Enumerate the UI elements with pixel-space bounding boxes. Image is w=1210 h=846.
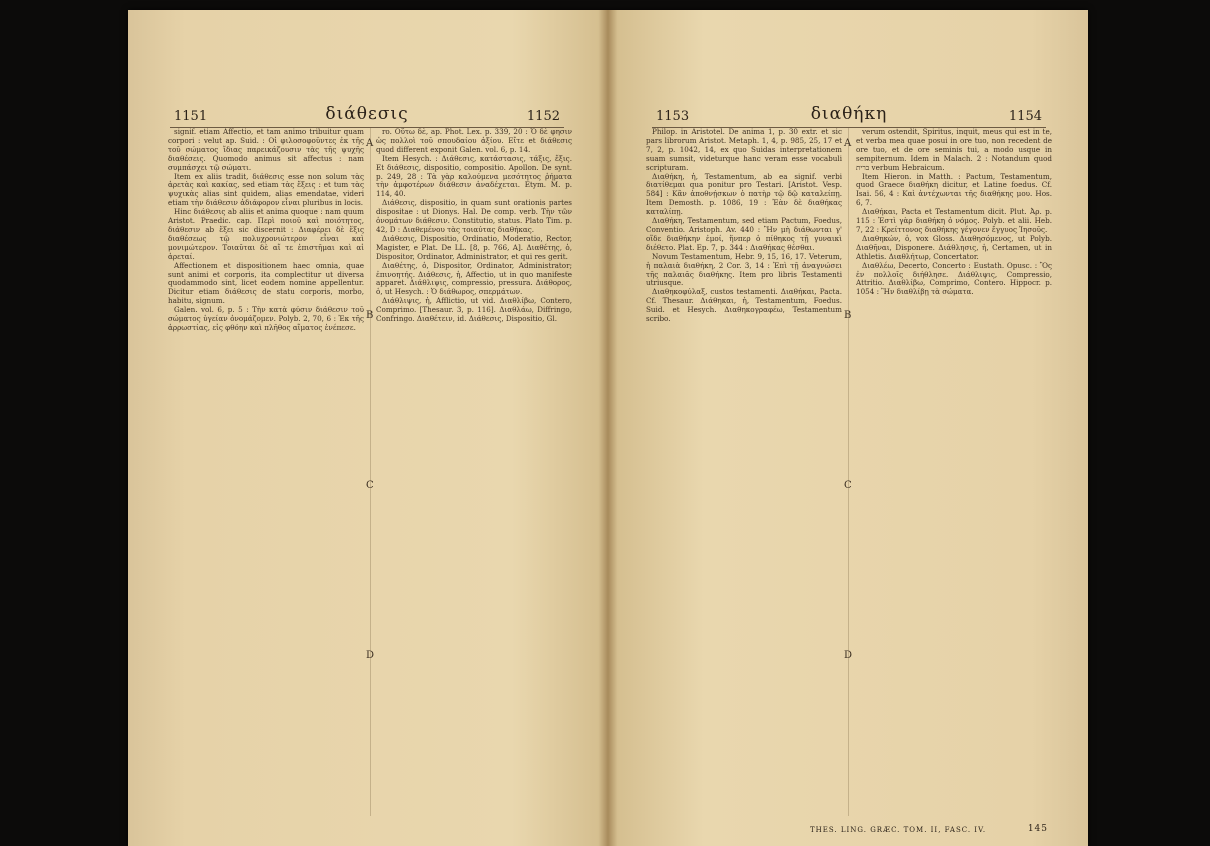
right-margin-letter-a: A [844,138,852,149]
left-col1-paragraph: Galen. vol. 6, p. 5 : Τὴν κατὰ φύσιν διάθεσιν τοῦ σώματος ὑγείαν ὀνομάζομεν. Polyb. 2, 70, 6 : Ἐκ τῆς ἀρρωστίας, εἰς φθόην καὶ πλῆθος αἵματος ἐνέπεσε. [168,305,364,332]
left-col1-paragraph: signif. etiam Affectio, et tam animo tribuitur quam corpori : velut ap. Suid. : Οἱ φιλοσοφοῦντες ἐκ τῆς τοῦ σώματος ἴδιας παρεικάζουσιν τὰς τῆς ψυχῆς διαθέσεις. Quomodo animus sit affectus : nam συμπάσχει τῷ σώματι. [168,128,364,172]
right-col2-paragraph: Διαθηκών, ὁ, vox Gloss. Διαθησόμενος, ut Polyb. Διαθῆναι, Disponere. Διάθλησις, ἡ, Certamen, ut in Athletis. Διαθλήτωρ, Concertator. [856,233,1052,261]
left-page-column-2 [376,128,572,820]
left-col1-paragraph: Hinc διάθεσις ab aliis et anima quoque : nam quum Aristot. Praedic. cap. Περὶ ποιοῦ καὶ ποιότητος, διάθεσιν ab ἕξει sic discernit : Διαφέρει δὲ ἕξις διαθέσεως τῷ πολυχρονιώτερον εἶναι καὶ μονιμώτερον. Τοιαῦται δὲ αἵ τε ἐπιστῆμαι καὶ αἱ ἀρεταί. [168,207,364,261]
signature-line: THES. LING. GRÆC. TOM. II, FASC. IV. [810,826,987,834]
right-margin-letter-b: B [844,310,852,321]
right-page-headword: διαθήκη [810,104,888,124]
left-col2-paragraph: ro. Οὕτω δὲ, ap. Phot. Lex. p. 339, 20 : Ὁ δὲ φησιν ὡς πολλοὶ τοῦ σπουδαίου ἀξίου. Εἴτε et διάθεσις quod different exponit Galen. vol. 6, p. 14. [376,128,572,154]
left-page [128,10,606,846]
left-margin-letter-b: B [366,310,374,321]
left-col1-paragraph: Item ex aliis tradit, διάθεσις esse non solum τὰς ἀρετὰς καὶ κακίας, sed etiam τὰς ἕξεις : et tum τὰς ψυχικὰς alias sint quidem, alias emendatae, videri etiam τὴν διάθεσιν ἀδιάφορον εἶναι pluribus in locis. [168,171,364,208]
left-col2-paragraph: Item Hesych. : Διάθεσις, κατάστασις, τάξις, ἕξις. Et διάθεσις, dispositio, compositio. Apollon. De synt. p. 249, 28 : Τὰ γὰρ καλούμενα μεσότητος ῥήματα τὴν ἀμφοτέρων διάθεσιν ἀναδέχεται. Etym. M. p. 114, 40. [376,153,572,199]
left-col2-paragraph: Διάθεσις, dispositio, in quam sunt orationis partes dispositae : ut Dionys. Hal. De comp. verb. Τὴν τῶν ὀνομάτων διάθεσιν. Constitutio, status. Plato Tim. p. 42, D : Διαθεμένου τὰς τοιαύτας διαθήκας. [376,198,572,234]
right-page-column-2 [856,128,1052,820]
left-col1-paragraph: Affectionem et dispositionem haec omnia, quae sunt animi et corporis, ita complectitur ut diversa quodammodo sint, licet eodem nomine appellentur. Dicitur etiam διάθεσις de statu corporis, morbo, habitu, signum. [168,260,364,306]
right-page-header [652,105,1046,128]
right-page-number-outer: 1154 [1008,109,1042,124]
right-col2-paragraph: Item Hieron. in Matth. : Pactum, Testamentum, quod Graece διαθήκη dicitur, et Latine foedus. Cf. Isai. 56, 4 : Καὶ ἀντέχωνται τῆς διαθήκης μου. Hos. 6, 7. [856,171,1052,208]
right-col2-paragraph: Διαθλέω, Decerto, Concerto : Eustath. Opusc. : Ὃς ἐν πολλοῖς διήθλησε. Διάθλιψις, Compressio, Attritio. Διαθλίβω, Comprimo, Contero. Hippocr. p. 1054 : Ἢν διαθλίβῃ τὰ σώματα. [856,260,1052,297]
left-page-headword: διάθεσις [325,104,409,124]
right-page [610,10,1088,846]
right-col1-paragraph: Διαθηκοφύλαξ, custos testamenti. Διαθήκαι, Pacta. Cf. Thesaur. Διάθηκαι, ἡ, Testamentum, Foedus. Suid. et Hesych. Διαθηκογραφέω, Testamentum scribo. [646,287,842,324]
left-page-number-outer: 1151 [174,109,208,124]
left-page-header [170,105,564,128]
left-page-column-1 [168,128,364,820]
left-margin-letter-a: A [366,138,374,149]
left-col2-paragraph: Διάθλιψις, ἡ, Afflictio, ut vid. Διαθλίβω, Contero, Comprimo. [Thesaur. 3, p. 116]. Διαθλάω, Diffringo, Confringo. Διαθέτειν, id. Διάθεσις, Dispositio, Gl. [376,296,572,324]
right-col1-paragraph: Novum Testamentum, Hebr. 9, 15, 16, 17. Veterum, ἡ παλαιὰ διαθήκη, 2 Cor. 3, 14 : Ἐπὶ τῇ ἀναγνώσει τῆς παλαιᾶς διαθήκης. Item pro libris Testamenti utriusque. [646,251,842,288]
right-margin-letter-d: D [844,650,853,661]
signature-number: 145 [1027,824,1048,834]
left-page-number-inner: 1152 [526,109,560,124]
right-col2-paragraph: Διαθήκαι, Pacta et Testamentum dicit. Plut. Ἀρ. p. 115 : Ἐστὶ γὰρ διαθήκη ὁ νόμος. Polyb. et alii. Heb. 7, 22 : Κρείττονος διαθήκης γέγονεν ἔγγυος Ἰησοῦς. [856,207,1052,234]
left-col2-paragraph: Διαθέτης, ὁ, Dispositor, Ordinator, Administrator; ἐπινοητής. Διάθεσις, ἡ, Affectio, ut in quo manifeste apparet. Διάθλιψις, compressio, pressura. Διάθορος, ὁ, ut Hesych. : Ὁ διάθωρος, σπερμάτων. [376,260,572,297]
left-col2-paragraph: Διάθεσις, Dispositio, Ordinatio, Moderatio, Rector, Magister, e Plat. De LL. [8, p. 766, A]. Διαθέτης, ὁ, Dispositor, Ordinator, Administrator, et qui res gerit. [376,233,572,261]
left-column-rule [370,128,371,816]
left-margin-letter-c: C [366,480,374,491]
right-margin-letter-c: C [844,480,852,491]
right-col2-paragraph: verum ostendit, Spiritus, inquit, meus qui est in te, et verba mea quae posui in ore tuo, non recedent de ore tuo, et de ore seminis tui, a modo usque in sempiternum. Idem in Malach. 2 : Notandum quod ברית verbum Hebraicum. [856,128,1052,172]
right-page-column-1 [646,128,842,820]
right-col1-paragraph: Διαθήκη, ἡ, Testamentum, ab ea signif. verbi διατίθεμαι qua ponitur pro Testari. [Aristot. Vesp. 584] : Κἂν ἀποθνῄσκων ὁ πατὴρ τῷ δῷ καταλείπῃ. Item Demosth. p. 1086, 19 : Ἐὰν δὲ διαθήκας καταλίπῃ. [646,171,842,217]
right-page-number-inner: 1153 [656,109,690,124]
right-col1-paragraph: Διαθήκη, Testamentum, sed etiam Pactum, Foedus, Conventio. Aristoph. Av. 440 : Ἢν μὴ διάθωνται γ' οἵδε διαθήκην ἐμοί, ἥνπερ ὁ πίθηκος τῇ γυναικὶ διέθετο. Plat. Ep. 7, p. 344 : Διαθήκας θέσθαι. [646,216,842,252]
right-col1-paragraph: Philop. in Aristotel. De anima 1, p. 30 extr. et sic pars librorum Aristot. Metaph. 1, 4, p. 985, 25, 17 et 7, 2, p. 1042, 14, ex quo Suidas interpretationem suam sumsit, videturque hanc veram esse vocabuli scripturam. [646,128,842,172]
right-column-rule [848,128,849,816]
book-spread [128,10,1088,846]
left-margin-letter-d: D [366,650,375,661]
